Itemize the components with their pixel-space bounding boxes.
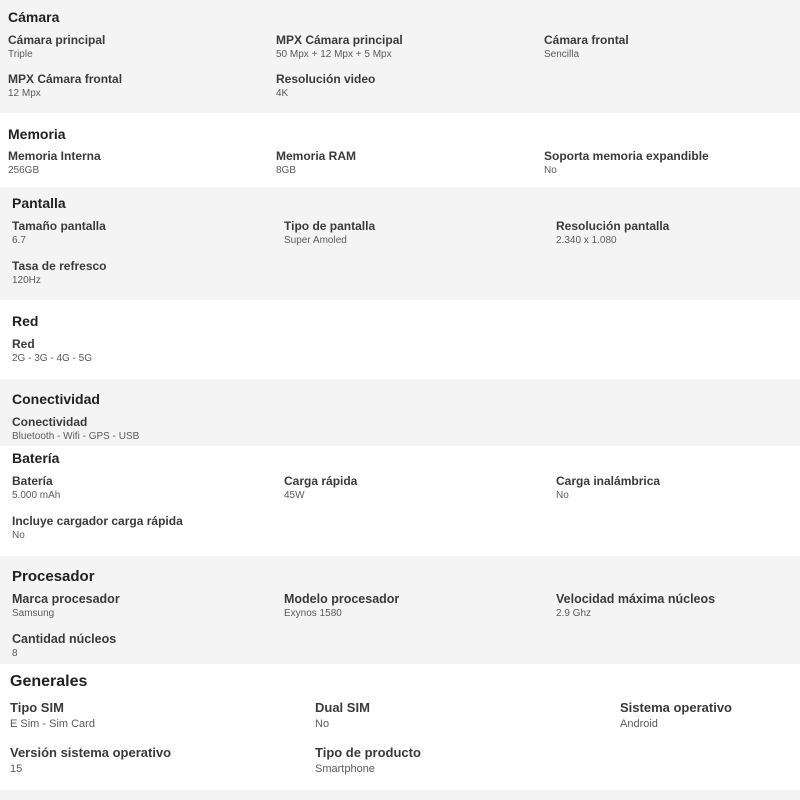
spec-item-memoria-interna <box>8 149 101 177</box>
spec-value: 256GB <box>8 165 40 176</box>
spec-value: 2.9 Ghz <box>556 608 592 619</box>
section-procesador <box>0 556 800 664</box>
spec-label: Resolución pantalla <box>556 219 670 233</box>
spec-item-sistema-operativo <box>620 700 732 731</box>
spec-label: Cantidad núcleos <box>12 632 117 646</box>
spec-item-tipo-pantalla <box>284 219 375 247</box>
spec-value: Smartphone <box>315 763 375 775</box>
spec-item-carga-rapida <box>284 474 357 502</box>
spec-item-velocidad-nucleos <box>556 592 715 620</box>
spec-label: Memoria Interna <box>8 149 101 163</box>
spec-label: Tipo de producto <box>315 745 421 760</box>
spec-item-camara-principal <box>8 33 105 61</box>
spec-value: Bluetooth - Wifi - GPS - USB <box>12 431 140 442</box>
spec-item-dual-sim <box>315 700 370 731</box>
section-title: Red <box>12 313 39 329</box>
spec-item-conectividad <box>12 415 139 443</box>
spec-label: MPX Cámara principal <box>276 33 403 47</box>
spec-item-mpx-camara-principal <box>276 33 403 61</box>
spec-value: Samsung <box>12 608 55 619</box>
spec-label: Marca procesador <box>12 592 120 606</box>
section-bateria <box>0 446 800 556</box>
spec-value: 15 <box>10 763 23 775</box>
spec-item-memoria-ram <box>276 149 356 177</box>
spec-label: Tasa de refresco <box>12 259 107 273</box>
section-footer-strip <box>0 790 800 800</box>
spec-value: 4K <box>276 88 289 99</box>
section-title: Generales <box>10 673 88 690</box>
section-red <box>0 300 800 379</box>
spec-item-marca-procesador <box>12 592 120 620</box>
spec-value: 2.340 x 1.080 <box>556 235 617 246</box>
spec-item-tasa-refresco <box>12 259 107 287</box>
section-pantalla <box>0 187 800 300</box>
spec-value: 8 <box>12 648 18 659</box>
spec-value: No <box>315 718 330 730</box>
spec-label: Incluye cargador carga rápida <box>12 514 183 528</box>
spec-value: No <box>556 490 569 501</box>
spec-item-tipo-producto <box>315 745 421 776</box>
spec-value: 12 Mpx <box>8 88 41 99</box>
spec-item-camara-frontal <box>544 33 629 61</box>
spec-label: Carga rápida <box>284 474 358 488</box>
spec-label: Modelo procesador <box>284 592 400 606</box>
spec-item-tipo-sim <box>10 700 95 731</box>
spec-label: Red <box>12 337 35 351</box>
spec-item-modelo-procesador <box>284 592 399 620</box>
section-conectividad <box>0 379 800 446</box>
spec-label: Cámara frontal <box>544 33 629 47</box>
section-title: Conectividad <box>12 391 100 407</box>
spec-label: Cámara principal <box>8 33 106 47</box>
spec-value: Sencilla <box>544 49 580 60</box>
spec-label: Memoria RAM <box>276 149 357 163</box>
spec-item-resolucion-video <box>276 72 375 100</box>
section-camara <box>0 0 800 113</box>
spec-label: Conectividad <box>12 415 88 429</box>
spec-label: MPX Cámara frontal <box>8 72 123 86</box>
spec-value: Android <box>620 718 658 730</box>
spec-value: Super Amoled <box>284 235 347 246</box>
spec-item-memoria-expandible <box>544 149 709 177</box>
spec-value: 5.000 mAh <box>12 490 61 501</box>
section-title: Memoria <box>8 126 66 142</box>
spec-label: Soporta memoria expandible <box>544 149 709 163</box>
spec-value: 50 Mpx + 12 Mpx + 5 Mpx <box>276 49 392 60</box>
spec-value: 45W <box>284 490 305 501</box>
section-title: Pantalla <box>12 195 66 211</box>
spec-item-tamano-pantalla <box>12 219 106 247</box>
spec-label: Sistema operativo <box>620 700 732 715</box>
spec-value: 2G - 3G - 4G - 5G <box>12 353 93 364</box>
spec-item-resolucion-pantalla <box>556 219 669 247</box>
spec-value: Exynos 1580 <box>284 608 342 619</box>
section-title: Procesador <box>12 568 95 585</box>
spec-item-incluye-cargador <box>12 514 183 542</box>
section-title: Batería <box>12 450 60 466</box>
spec-value: Triple <box>8 49 33 60</box>
section-title: Cámara <box>8 9 60 25</box>
spec-value: No <box>544 165 557 176</box>
spec-label: Tamaño pantalla <box>12 219 106 233</box>
spec-value: 120Hz <box>12 275 41 286</box>
section-memoria <box>0 113 800 187</box>
spec-label: Batería <box>12 474 53 488</box>
spec-item-cantidad-nucleos <box>12 632 116 660</box>
spec-item-version-sistema <box>10 745 171 776</box>
spec-label: Tipo de pantalla <box>284 219 376 233</box>
section-generales <box>0 664 800 790</box>
spec-item-carga-inalambrica <box>556 474 660 502</box>
spec-label: Dual SIM <box>315 700 370 715</box>
spec-item-mpx-camara-frontal <box>8 72 122 100</box>
spec-label: Velocidad máxima núcleos <box>556 592 716 606</box>
spec-value: No <box>12 530 25 541</box>
spec-item-red <box>12 337 92 365</box>
spec-label: Versión sistema operativo <box>10 745 172 760</box>
spec-label: Carga inalámbrica <box>556 474 661 488</box>
spec-item-bateria <box>12 474 60 502</box>
spec-label: Resolución video <box>276 72 376 86</box>
spec-value: 6.7 <box>12 235 26 246</box>
spec-value: E Sim - Sim Card <box>10 718 95 730</box>
spec-value: 8GB <box>276 165 297 176</box>
spec-label: Tipo SIM <box>10 700 64 715</box>
